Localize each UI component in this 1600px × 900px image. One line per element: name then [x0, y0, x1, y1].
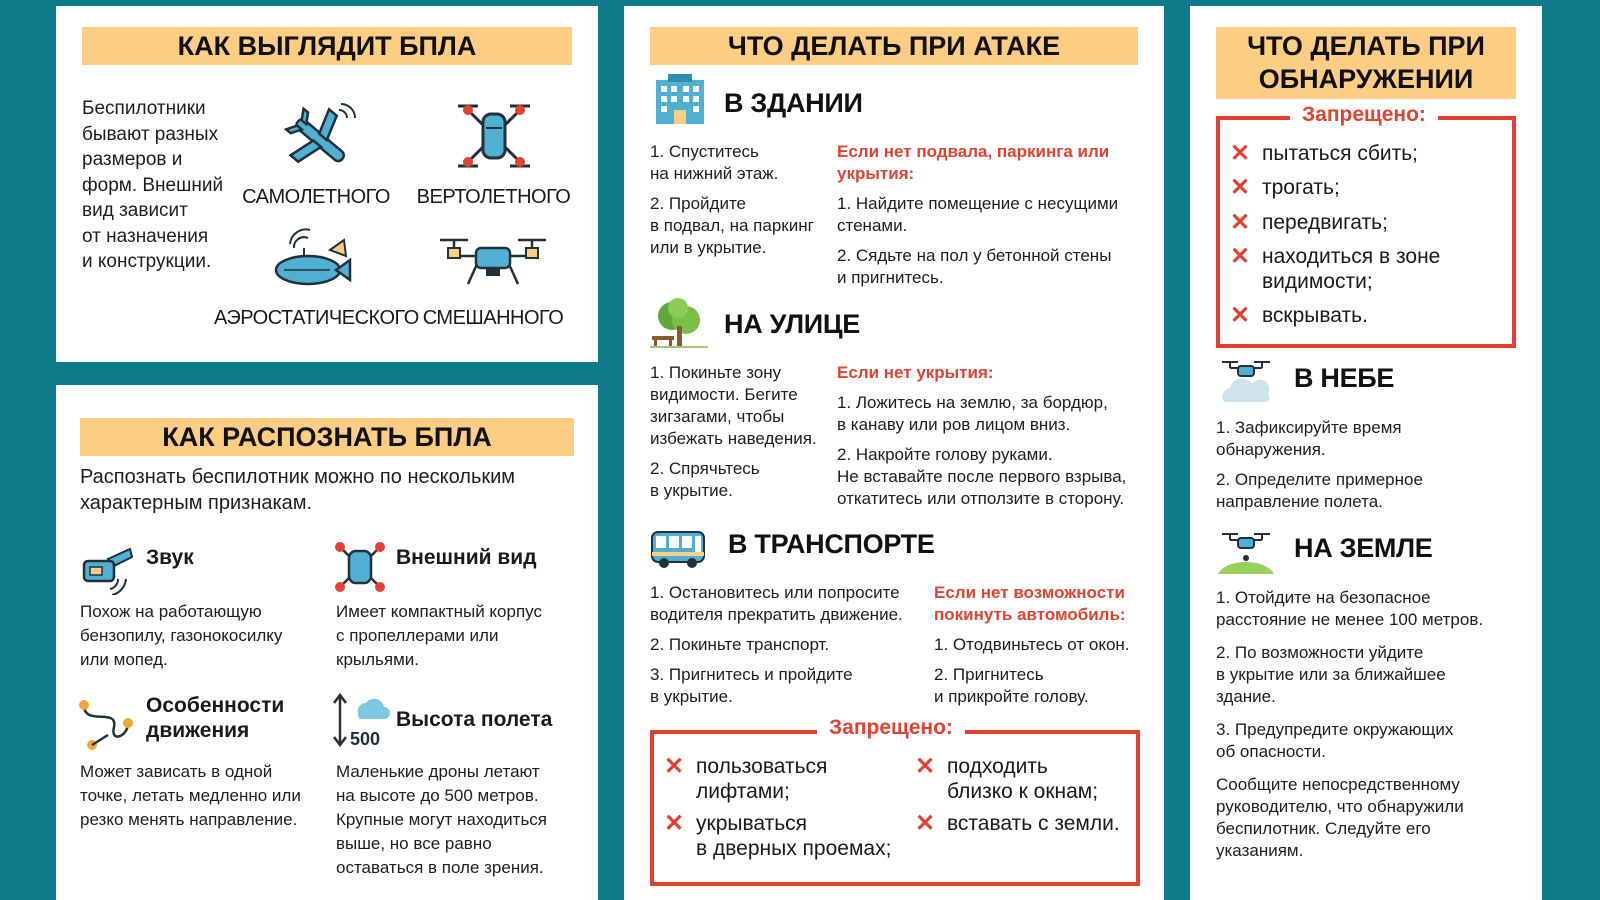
feature-title-movement: Особенности движения	[146, 694, 285, 742]
building-alt-title: Если нет подвала, паркинга или укрытия:	[837, 142, 1110, 183]
sky-heading: В НЕБЕ	[1294, 363, 1395, 393]
forbidden-x-icon: ✕	[1230, 174, 1251, 201]
drone-topview-icon	[332, 539, 388, 595]
feature-text-appearance: Имеет компактный корпус с пропеллерами или крыльями.	[336, 602, 542, 669]
recognize-intro: Распознать беспилотник можно по нескольким характерным признакам.	[80, 466, 516, 514]
building-icon	[652, 74, 708, 126]
forbidden-x-icon: ✕	[1230, 140, 1251, 167]
street-left-1: 1. Покиньте зону видимости. Бегите зигзагами, чтобы избежать наведения.	[650, 363, 817, 448]
detect-forbidden-title: Запрещено:	[1290, 103, 1438, 127]
attack-forbidden-item: пользоваться лифтами;	[696, 755, 828, 803]
building-right-2: 2. Сядьте на пол у бетонной стены и пригнитесь.	[837, 246, 1112, 287]
bus-icon	[650, 530, 708, 570]
transport-heading: В ТРАНСПОРТЕ	[728, 529, 935, 559]
detect-forbidden-item: передвигать;	[1262, 211, 1388, 234]
airship-icon	[274, 228, 354, 294]
drone-cloud-icon	[1216, 358, 1276, 408]
street-right-1: 1. Ложитесь на землю, за бордюр, в канаву или ров лицом вниз.	[837, 393, 1108, 434]
ground-item: 3. Предупредите окружающих об опасности.	[1216, 720, 1454, 761]
ground-heading: НА ЗЕМЛЕ	[1294, 533, 1433, 563]
chainsaw-icon	[78, 545, 134, 595]
sky-item: 2. Определите примерное направление полета.	[1216, 470, 1423, 511]
feature-title-sound: Звук	[146, 546, 194, 569]
airplane-drone-icon	[281, 102, 361, 177]
attack-card	[624, 6, 1164, 900]
feature-text-sound: Похож на работающую бензопилу, газонокосилку или мопед.	[80, 602, 283, 669]
ground-item: 2. По возможности уйдите в укрытие или за ближайшее здание.	[1216, 643, 1446, 706]
detect-title: ЧТО ДЕЛАТЬ ПРИ ОБНАРУЖЕНИИ	[1216, 27, 1516, 99]
type-label-airplane: САМОЛЕТНОГО	[242, 186, 390, 208]
looks-title: КАК ВЫГЛЯДИТ БПЛА	[82, 27, 572, 65]
street-alt-title: Если нет укрытия:	[837, 363, 994, 382]
quadcopter-icon	[456, 98, 532, 174]
hybrid-drone-icon	[438, 234, 548, 292]
forbidden-x-icon: ✕	[664, 810, 685, 837]
detect-forbidden-item: находиться в зоне видимости;	[1262, 245, 1441, 293]
ground-item: 1. Отойдите на безопасное расстояние не менее 100 метров.	[1216, 588, 1484, 629]
detect-forbidden-item: трогать;	[1262, 176, 1340, 199]
sky-item: 1. Зафиксируйте время обнаружения.	[1216, 418, 1402, 459]
attack-forbidden-item: укрываться в дверных проемах;	[696, 812, 892, 860]
feature-title-altitude: Высота полета	[396, 708, 553, 731]
transport-left-2: 2. Покиньте транспорт.	[650, 635, 830, 654]
street-heading: НА УЛИЦЕ	[724, 309, 860, 339]
attack-forbidden-title: Запрещено:	[817, 716, 965, 740]
altitude-icon-label: 500	[350, 729, 381, 749]
transport-right-2: 2. Пригнитесь и прикройте голову.	[934, 665, 1089, 706]
drone-ground-icon	[1216, 528, 1276, 578]
attack-title: ЧТО ДЕЛАТЬ ПРИ АТАКЕ	[650, 27, 1138, 65]
forbidden-x-icon: ✕	[664, 753, 685, 780]
transport-right-1: 1. Отодвиньтесь от окон.	[934, 635, 1130, 654]
street-left-2: 2. Спрячьтесь в укрытие.	[650, 459, 760, 500]
ground-note: Сообщите непосредственному руководителю, что обнаружили беспилотник. Следуйте его указаниям.	[1216, 775, 1464, 860]
type-label-airship: АЭРОСТАТИЧЕСКОГО	[214, 307, 419, 329]
feature-text-altitude: Маленькие дроны летают на высоте до 500 метров. Крупные могут находиться выше, но все равно оставаться в поле зрения.	[336, 762, 548, 877]
building-heading: В ЗДАНИИ	[724, 88, 863, 118]
street-right-2: 2. Накройте голову руками. Не вставайте после первого взрыва, откатитесь или отползите в сторону.	[837, 445, 1127, 508]
flight-path-icon	[78, 697, 134, 751]
detect-forbidden-item: пытаться сбить;	[1262, 142, 1418, 165]
forbidden-x-icon: ✕	[1230, 209, 1251, 236]
type-label-quadcopter: ВЕРТОЛЕТНОГО	[416, 186, 571, 208]
building-left-2: 2. Пройдите в подвал, на паркинг или в укрытие.	[650, 194, 814, 257]
forbidden-x-icon: ✕	[1230, 302, 1251, 329]
building-left-1: 1. Спуститесь на нижний этаж.	[650, 142, 779, 183]
detect-forbidden-item: вскрывать.	[1262, 304, 1368, 327]
forbidden-x-icon: ✕	[915, 753, 936, 780]
looks-card	[56, 6, 598, 362]
feature-title-appearance: Внешний вид	[396, 546, 537, 569]
transport-left-3: 3. Пригнитесь и пройдите в укрытие.	[650, 665, 853, 706]
attack-forbidden-item: подходить близко к окнам;	[947, 755, 1099, 803]
recognize-title: КАК РАСПОЗНАТЬ БПЛА	[80, 418, 574, 456]
transport-left-1: 1. Остановитесь или попросите водителя прекратить движение.	[650, 583, 903, 624]
forbidden-x-icon: ✕	[1230, 243, 1251, 270]
forbidden-x-icon: ✕	[915, 810, 936, 837]
tree-icon	[650, 298, 708, 348]
altitude-icon	[332, 691, 392, 751]
type-label-hybrid: СМЕШАННОГО	[422, 307, 564, 329]
looks-intro: Беспилотники бывают разных размеров и форм. Внешний вид зависит от назначения и конструкции.	[82, 98, 224, 272]
feature-text-movement: Может зависать в одной точке, летать медленно или резко менять направление.	[80, 762, 301, 829]
detect-card	[1190, 6, 1542, 900]
attack-forbidden-item: вставать с земли.	[947, 812, 1120, 835]
recognize-card	[56, 385, 598, 900]
building-right-1: 1. Найдите помещение с несущими стенами.	[837, 194, 1119, 235]
transport-alt-title: Если нет возможности покинуть автомобиль:	[934, 583, 1126, 624]
